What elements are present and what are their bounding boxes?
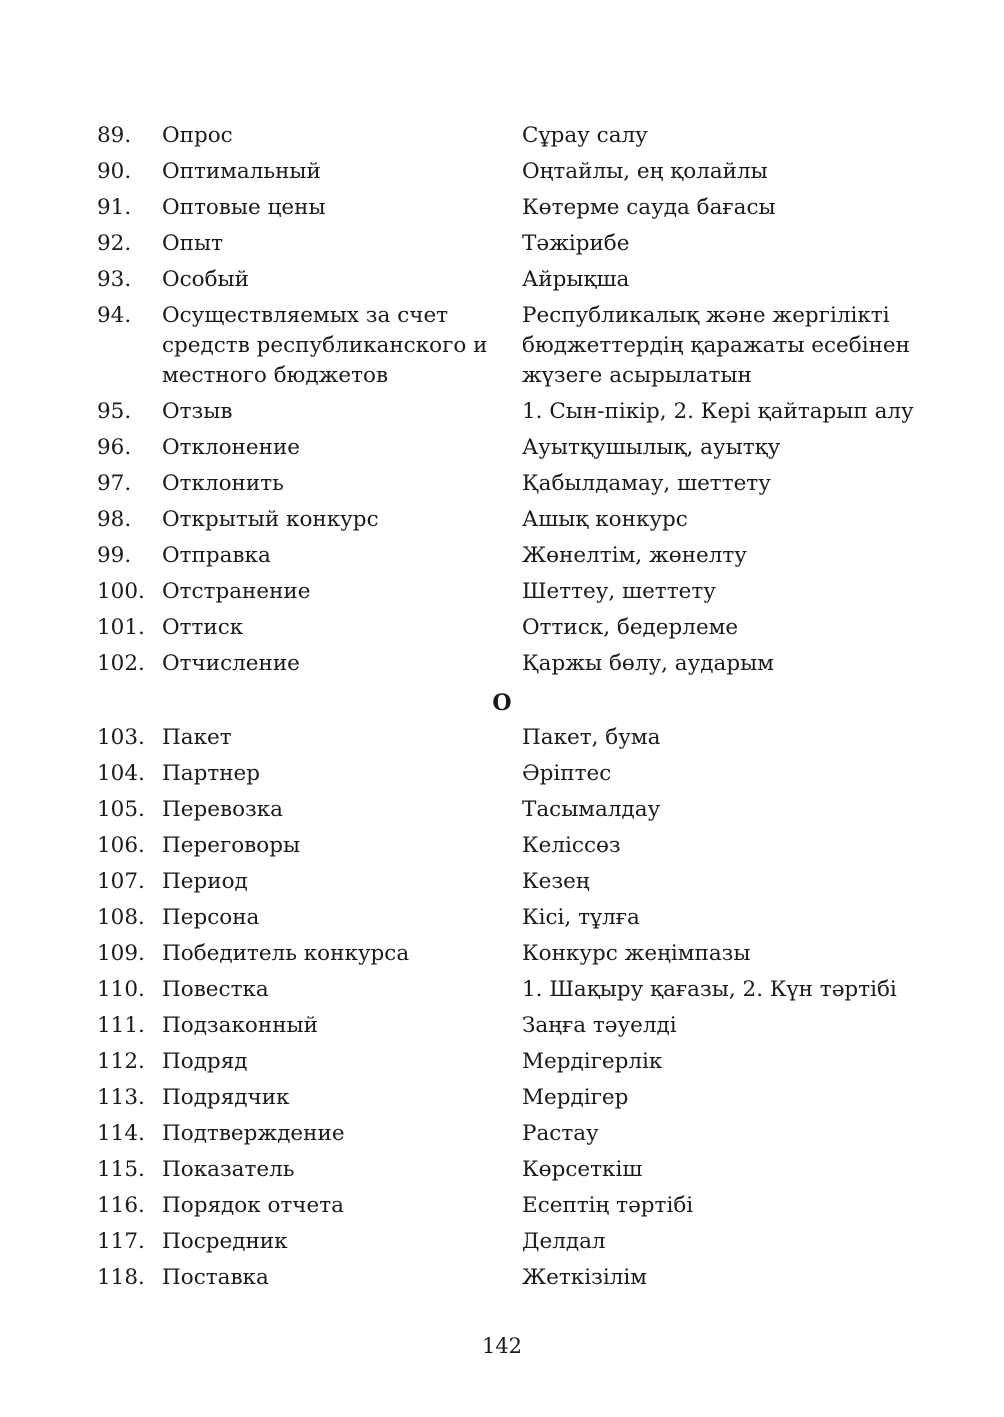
kazakh-term: Конкурс жеңімпазы [522, 941, 751, 966]
entry-number: 113. [97, 1085, 145, 1110]
entry-number: 92. [97, 231, 132, 256]
russian-term: Отчисление [162, 651, 300, 676]
glossary-entry [0, 265, 1004, 295]
glossary-entry [0, 831, 1004, 861]
russian-term: Победитель конкурса [162, 941, 410, 966]
russian-term: Осуществляемых за счет средств республиканского и местного бюджетов [162, 303, 488, 388]
glossary-entry [0, 723, 1004, 753]
russian-term: Пакет [162, 725, 232, 750]
kazakh-term: Республикалық және жергілікті бюджеттердің қаражаты есебінен жүзеге асырылатын [522, 303, 910, 388]
russian-term: Период [162, 869, 248, 894]
russian-term: Партнер [162, 761, 261, 786]
page-number: 142 [481, 1334, 523, 1358]
russian-term: Отправка [162, 543, 271, 568]
glossary-entry [0, 795, 1004, 825]
entry-number: 104. [97, 761, 145, 786]
kazakh-term: Мердігерлік [522, 1049, 663, 1074]
glossary-section-2 [0, 723, 1004, 1299]
glossary-section-1 [0, 121, 1004, 685]
russian-term: Подтверждение [162, 1121, 345, 1146]
kazakh-term: Шеттеу, шеттету [522, 579, 716, 604]
entry-number: 115. [97, 1157, 145, 1182]
entry-number: 96. [97, 435, 132, 460]
entry-number: 108. [97, 905, 145, 930]
kazakh-term: Делдал [522, 1229, 606, 1254]
entry-number: 107. [97, 869, 145, 894]
russian-term: Показатель [162, 1157, 295, 1182]
entry-number: 106. [97, 833, 145, 858]
kazakh-term: Кезең [522, 869, 590, 894]
kazakh-term: Қаржы бөлу, аударым [522, 651, 774, 676]
kazakh-term: Оттиск, бедерлеме [522, 615, 739, 640]
russian-term: Подзаконный [162, 1013, 318, 1038]
kazakh-term: Көрсеткіш [522, 1157, 643, 1182]
kazakh-term: Ауытқушылық, ауытқу [522, 435, 781, 460]
kazakh-term: Есептің тәртібі [522, 1193, 694, 1218]
russian-term: Открытый конкурс [162, 507, 379, 532]
russian-term: Опрос [162, 123, 233, 148]
kazakh-term: Сұрау салу [522, 123, 648, 148]
entry-number: 116. [97, 1193, 145, 1218]
kazakh-term: Пакет, бума [522, 725, 661, 750]
kazakh-term: Әріптес [522, 761, 612, 786]
kazakh-term: Ашық конкурс [522, 507, 688, 532]
glossary-entry [0, 903, 1004, 933]
entry-number: 105. [97, 797, 145, 822]
russian-term: Отстранение [162, 579, 311, 604]
entry-number: 112. [97, 1049, 145, 1074]
entry-number: 100. [97, 579, 145, 604]
glossary-entry [0, 867, 1004, 897]
entry-number: 114. [97, 1121, 145, 1146]
entry-number: 110. [97, 977, 145, 1002]
entry-number: 117. [97, 1229, 145, 1254]
russian-term: Отклонить [162, 471, 284, 496]
russian-term: Подряд [162, 1049, 248, 1074]
section-letter-heading: О [492, 690, 512, 716]
russian-term: Поставка [162, 1265, 269, 1290]
russian-term: Повестка [162, 977, 269, 1002]
entry-number: 94. [97, 303, 132, 328]
entry-number: 91. [97, 195, 132, 220]
kazakh-term: 1. Шақыру қағазы, 2. Күн тәртібі [522, 977, 897, 1002]
kazakh-term: Кісі, тұлға [522, 905, 640, 930]
glossary-entry [0, 541, 1004, 571]
kazakh-term: Заңға тәуелді [522, 1013, 677, 1038]
kazakh-term: Тасымалдау [522, 797, 661, 822]
glossary-entry [0, 1155, 1004, 1185]
glossary-entry [0, 649, 1004, 679]
entry-number: 89. [97, 123, 132, 148]
russian-term: Отзыв [162, 399, 233, 424]
glossary-entry [0, 193, 1004, 223]
glossary-entry [0, 469, 1004, 499]
glossary-entry [0, 505, 1004, 535]
russian-term: Персона [162, 905, 260, 930]
entry-number: 109. [97, 941, 145, 966]
kazakh-term: Оңтайлы, ең қолайлы [522, 159, 768, 184]
glossary-entry [0, 157, 1004, 187]
glossary-entry [0, 1227, 1004, 1257]
kazakh-term: Айрықша [522, 267, 630, 292]
glossary-entry [0, 301, 1004, 391]
glossary-entry [0, 121, 1004, 151]
entry-number: 95. [97, 399, 132, 424]
kazakh-term: Көтерме сауда бағасы [522, 195, 776, 220]
russian-term: Опыт [162, 231, 223, 256]
russian-term: Особый [162, 267, 249, 292]
glossary-entry [0, 759, 1004, 789]
russian-term: Оттиск [162, 615, 244, 640]
glossary-entry [0, 1119, 1004, 1149]
entry-number: 103. [97, 725, 145, 750]
entry-number: 99. [97, 543, 132, 568]
kazakh-term: Мердігер [522, 1085, 629, 1110]
kazakh-term: Жөнелтім, жөнелту [522, 543, 747, 568]
russian-term: Оптимальный [162, 159, 321, 184]
glossary-entry [0, 1011, 1004, 1041]
kazakh-term: Жеткізілім [522, 1265, 647, 1290]
glossary-entry [0, 1263, 1004, 1293]
entry-number: 97. [97, 471, 132, 496]
kazakh-term: Қабылдамау, шеттету [522, 471, 771, 496]
glossary-entry [0, 975, 1004, 1005]
glossary-entry [0, 397, 1004, 427]
russian-term: Порядок отчета [162, 1193, 344, 1218]
kazakh-term: Келіссөз [522, 833, 621, 858]
russian-term: Перевозка [162, 797, 283, 822]
russian-term: Переговоры [162, 833, 301, 858]
glossary-entry [0, 613, 1004, 643]
kazakh-term: Растау [522, 1121, 599, 1146]
glossary-entry [0, 433, 1004, 463]
glossary-entry [0, 229, 1004, 259]
entry-number: 90. [97, 159, 132, 184]
glossary-entry [0, 577, 1004, 607]
entry-number: 93. [97, 267, 132, 292]
entry-number: 102. [97, 651, 145, 676]
glossary-entry [0, 1047, 1004, 1077]
kazakh-term: Тәжірибе [522, 231, 630, 256]
kazakh-term: 1. Сын-пікір, 2. Кері қайтарып алу [522, 399, 914, 424]
glossary-entry [0, 1083, 1004, 1113]
russian-term: Подрядчик [162, 1085, 290, 1110]
glossary-entry [0, 939, 1004, 969]
russian-term: Оптовые цены [162, 195, 326, 220]
entry-number: 118. [97, 1265, 145, 1290]
entry-number: 101. [97, 615, 145, 640]
glossary-entry [0, 1191, 1004, 1221]
russian-term: Отклонение [162, 435, 300, 460]
russian-term: Посредник [162, 1229, 288, 1254]
entry-number: 98. [97, 507, 132, 532]
entry-number: 111. [97, 1013, 145, 1038]
